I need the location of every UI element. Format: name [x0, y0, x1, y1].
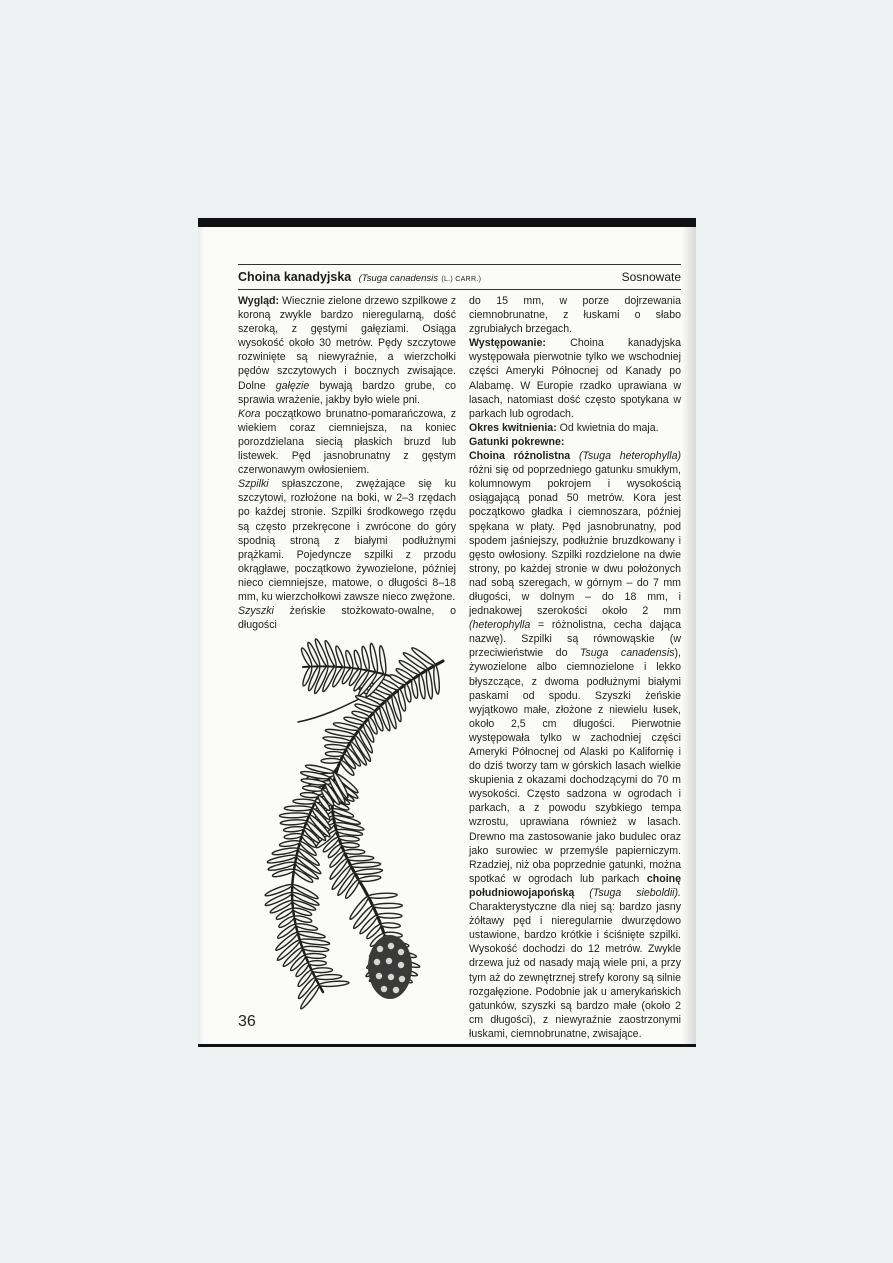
needle-shape: [368, 892, 397, 898]
needle-shape: [353, 650, 363, 670]
page-number: 36: [238, 1013, 256, 1030]
left-column: [238, 294, 456, 632]
needle-shape: [341, 842, 359, 848]
needles-paragraph: [238, 477, 456, 604]
needle-shape: [369, 643, 379, 673]
needle-shape: [302, 946, 329, 953]
needle-shape: [283, 826, 304, 833]
needle-shape: [378, 645, 387, 674]
western-hemlock-text: różni się od poprzedniego gatunku smukłym, kolumnowym pokrojem i wysokością osiągającą ponad 50 metrów. Kora jest początkowo gładka i ciemnoszara, później spękana w płaty. Pęd jasnobrunatny, pod spodem jaśniejszy, podłużnie bruzdkowany i gęsto owłosiony. Szpilki rozdzielone na dwie strony, po każdej stronie w dwu położonych nad sobą szeregach, w górnym – do 7 mm długości, w dolnym – do 18 mm, i jednakowej szerokości około 2 mm: [469, 464, 681, 618]
scanned-page: [198, 218, 696, 1047]
cone-length-text: do 15 mm, w porze dojrzewania ciemnobrunatne, z łuskami o słabo zgrubiałych brzegach.: [469, 295, 681, 336]
needle-shape: [308, 961, 326, 966]
needle-shape: [411, 679, 419, 699]
needle-shape: [325, 744, 348, 751]
western-hemlock-description: ), żywozielone albo ciemnozielone i lekko błyszczące, z dwoma podłużnymi białymi paskami od spodu. Szyszki żeńskie wyjątkowo małe, złożone z niewielu łusek, około 2,5 cm długości. Pierwotnie występowała tylko w zachodniej części Ameryki Północnej od Alaski po Kalifornię i do dziś tworzy tam w górskich lasach wielkie skupienia z okazami dochodzącymi do 70 m wysokości. Często sadzona w ogrodach i parkach, a z powodu szybkiego tempa wzrostu, uprawiana również w lasach. Drewno ma zastosowanie jako budulec oraz jako surowiec w przemyśle papierniczym. Rzadziej, niż oba poprzednie gatunki, można spotkać w ogrodach lub parkach: [469, 647, 681, 885]
bark-text: początkowo brunatno-pomarańczowa, z wiekiem coraz ciemniejsza, na koniec porozdzielana siecią płaskich bruzd lub listewek. Pęd jasnobrunatny z gęstym czerwonawym owłosieniem.: [238, 407, 456, 477]
needle-shape: [279, 813, 309, 819]
western-hemlock-name: Choina różnolistna: [469, 450, 571, 463]
appearance-tail: bywają bardzo grube, co sprawia wrażenie, jakby było wiele pni.: [238, 379, 457, 406]
page-edge-shadow-left: [198, 227, 204, 1044]
southern-japanese-hemlock-text: Charakterystyczne dla niej są: bardzo jasny żółtawy pęd i nieregularnie dwurzędowo ustawione, bardzo krótkie i ściśnięte szpilki. Wysokość dochodzi do 12 metrów. Zwykle drzewa już od nasady mają wiele pni, a przy tym aż do zewnętrznej strefy korony są silnie rozgałęzione. Podobnie jak u amerykańskich gatunków, szyszki są bardzo małe (około 2 cm długości), z niewyraźnie zaostrzonymi łuskami, ciemnobrunatne, zwisające.: [469, 901, 681, 1040]
bark-paragraph: [238, 407, 456, 477]
cones-paragraph: [238, 604, 456, 632]
heterophylla-term: (heterophylla: [469, 619, 531, 632]
flowering-paragraph: [469, 421, 681, 435]
appearance-text: Wiecznie zielone drzewo szpilkowe z koroną zwykle bardzo nieregularną, dość szeroką, z gęstymi gałęziami. Osiąga wysokość około 30 metrów. Pędy szczytowe rozwinięte są niewyraźnie, a wierzchołki pędów szczytowych i bocznych zwisające. Dolne: [238, 295, 456, 392]
needle-shape: [284, 833, 302, 840]
flowering-label: Okres kwitnienia:: [469, 421, 557, 434]
needles-text: spłaszczone, zwężające się ku szczytowi, rozłożone na boki, w 2–3 rzędach po każdej stronie. Szpilki środkowego rzędu są często przekręcone i zwrócone do góry spodnią stroną z białymi podłużnymi prążkami. Pojedyncze szpilki z przodu okrągławe, początkowo żywozielone, później nieco ciemniejsze, matowe, o długości 8–18 mm, ku wierzchołkowi zawsze nieco zwężone.: [238, 478, 456, 603]
bark-term: Kora: [238, 407, 261, 420]
related-species-heading: [469, 435, 681, 449]
needle-shape: [354, 868, 382, 875]
southern-japanese-hemlock-latin: (Tsuga sieboldii).: [574, 886, 681, 899]
species-title: Choina kanadyjska: [238, 270, 352, 284]
needle-shape: [295, 922, 318, 931]
cone-length-continuation: [469, 294, 681, 336]
distribution-text: Choina kanadyjska występowała pierwotnie tylko we wschodniej części Ameryki Północnej od Kanady po Alabamę. W Europie rzadko uprawiana w lasach, natomiast dość często spotykana w parkach lub ogrodach.: [469, 337, 681, 420]
needle-shape: [284, 806, 312, 811]
needle-shape: [325, 751, 343, 757]
western-hemlock-latin: (Tsuga heterophylla): [570, 450, 681, 463]
page-edge-shadow-right: [682, 227, 696, 1044]
needles-term: Szpilki: [238, 478, 269, 491]
needle-shape: [344, 849, 365, 854]
needle-shape: [280, 819, 307, 825]
needle-shape: [377, 913, 402, 918]
needle-shape: [425, 669, 433, 699]
needle-shape: [373, 903, 403, 908]
needle-shape: [319, 980, 349, 987]
related-species-paragraph: [469, 449, 681, 1041]
needle-shape: [300, 938, 330, 946]
right-column: [469, 294, 681, 1041]
needle-shape: [358, 875, 381, 882]
southern-japanese-hemlock-name: choinę południowojapońską: [469, 872, 681, 899]
page-header: [238, 264, 681, 290]
needle-shape: [305, 953, 326, 959]
needle-shape: [293, 799, 316, 805]
family-name: Sosnowate: [621, 270, 681, 284]
cones-text: żeńskie stożkowato-owalne, o długości: [238, 605, 456, 632]
needle-shape: [321, 758, 341, 763]
distribution-paragraph: [469, 336, 681, 421]
hemlock-branch-illustration: [243, 637, 458, 1027]
needle-shape: [433, 665, 440, 694]
needle-shape: [297, 930, 325, 939]
appearance-paragraph: [238, 294, 456, 407]
needle-shape: [381, 922, 401, 928]
species-author: (L.) CARR.): [441, 276, 482, 283]
related-species-label: Gatunki pokrewne:: [469, 435, 565, 448]
appearance-label: Wygląd:: [238, 295, 280, 307]
needle-shape: [347, 856, 374, 862]
canadensis-reference: Tsuga canadensis: [579, 647, 675, 660]
species-heading: [238, 270, 481, 284]
needle-shape: [315, 974, 342, 980]
cones-term: Szyszki: [238, 605, 274, 618]
distribution-label: Występowanie:: [469, 337, 546, 350]
species-latin-name: (Tsuga canadensis: [358, 273, 438, 284]
needle-shape: [312, 968, 333, 973]
needle-shape: [279, 840, 300, 848]
needle-shape: [361, 646, 371, 671]
needle-shape: [344, 650, 354, 669]
branches-term: gałęzie: [275, 379, 310, 392]
needle-shape: [351, 862, 381, 869]
flowering-text: Od kwietnia do maja.: [556, 421, 659, 434]
heterophylla-explanation: = różnolistna, cecha dająca nazwę). Szpilki są równowąskie (w przeciwieństwie do: [469, 619, 681, 660]
needle-shape: [418, 674, 427, 699]
